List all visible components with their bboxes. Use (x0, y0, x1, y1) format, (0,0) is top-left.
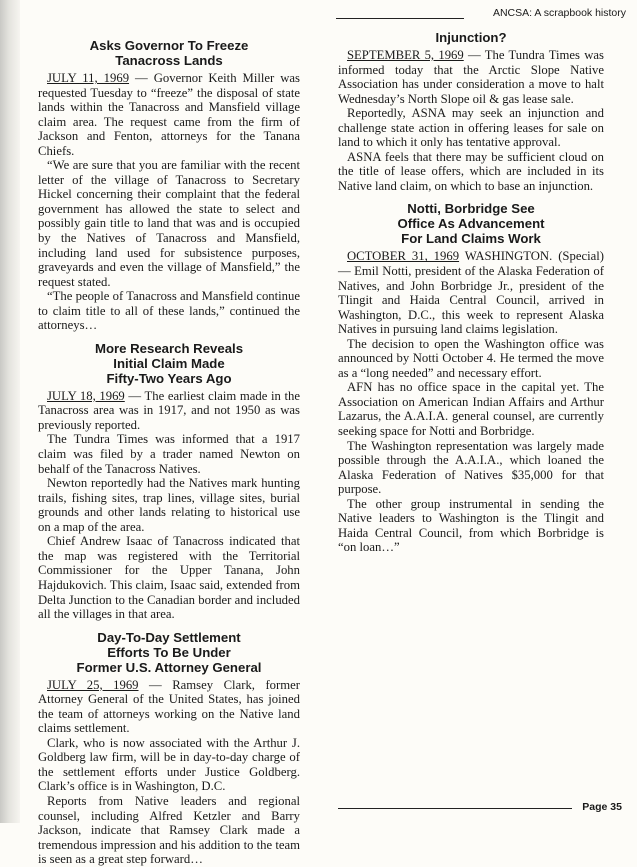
paragraph: The Washington representation was largely made possible through the A.A.I.A., which loaned the Alaska Federation of Natives $35,000 for that purpose. (338, 438, 604, 497)
headline: More Research Reveals Initial Claim Made Fifty-Two Years Ago (94, 340, 244, 386)
left-column (38, 38, 300, 867)
paragraph: AFN has no office space in the capital yet. The Association on American Indian Affairs and Arthur Lazarus, the A.A.I.A. general counsel, are currently seeking space for Notti and Borbridge. (338, 380, 604, 439)
dateline: JULY 25, 1969 (47, 677, 139, 692)
dateline: JULY 11, 1969 (47, 71, 130, 85)
article-notti-borbridge (338, 201, 604, 554)
article-governor-freeze (38, 38, 300, 333)
paragraph: Newton reportedly had the Natives mark hunting trails, fishing sites, trap lines, village sites, burial grounds and other lands relating to historical use on a map of the area. (38, 476, 300, 534)
running-title: ANCSA: A scrapbook history (492, 7, 626, 19)
headline: Injunction? (435, 30, 507, 45)
paragraph: OCTOBER 31, 1969 WASHINGTON. (Special) — Emil Notti, president of the Alaska Federation of Natives, and John Borbridge Jr., president of the Tlingit and Haida Central Council, arrived in Washington, D.C., this week to represent Alaska Natives in pursuing land claims legislation. (338, 249, 604, 337)
paragraph: “The people of Tanacross and Mansfield continue to claim title to all of these lands,” continued the attorneys… (38, 289, 300, 333)
header-rule (336, 18, 464, 19)
page-number: Page 35 (582, 801, 622, 813)
dateline: SEPTEMBER 5, 1969 (347, 48, 464, 62)
paragraph: SEPTEMBER 5, 1969 — The Tundra Times was informed today that the Arctic Slope Native Association has under consideration a move to halt Wednesday’s North Slope oil & gas lease sale. (338, 48, 604, 106)
page-footer (338, 799, 622, 815)
paragraph: Chief Andrew Isaac of Tanacross indicated that the map was registered with the Territorial Commissioner for the Upper Tanana, John Hajdukovich. This claim, Isaac said, extended from Delta Junction to the Canadian border and included all the villages in that area. (38, 534, 300, 622)
headline: Day-To-Day Settlement Efforts To Be Under Former U.S. Attorney General (76, 629, 262, 675)
article-more-research (38, 341, 300, 622)
paragraph: The decision to open the Washington office was announced by Notti October 4. He termed the move as a “long needed” and necessary effort. (338, 336, 604, 380)
article-day-to-day-settlement (38, 630, 300, 867)
headline: Notti, Borbridge See Office As Advancement For Land Claims Work (397, 201, 545, 247)
footer-rule (338, 808, 572, 809)
paragraph: The other group instrumental in sending the Native leaders to Washington is the Tlingit and Haida Central Council, from which Borbridge is “on loan…” (338, 496, 604, 555)
paragraph: “We are sure that you are familiar with the recent letter of the village of Tanacross to Secretary Hickel concerning their complaint that the federal government has allowed the state to select and possibly gain title to land that was and is occupied by the Natives of Tanacross and Mansfield, including land used for subsistence purposes, graveyards and even the village of Mansfield,” the request stated. (38, 158, 300, 289)
paragraph: JULY 18, 1969 — The earliest claim made in the Tanacross area was in 1917, and not 1950 as was previously reported. (38, 388, 300, 432)
paragraph: Reports from Native leaders and regional counsel, including Alfred Ketzler and Barry Jackson, indicate that Ramsey Clark made a tremendous impression and his addition to the team is seen as a great step forward… (38, 793, 300, 867)
paragraph: Reportedly, ASNA may seek an injunction and challenge state action in offering leases for sale on land to which it only has tentative approval. (338, 106, 604, 150)
paragraph: Clark, who is now associated with the Arthur J. Goldberg law firm, will be in day-to-day charge of the settlement efforts under Justice Goldberg. Clark’s office is in Washington, D.C. (38, 735, 300, 794)
paragraph: The Tundra Times was informed that a 1917 claim was filed by a trader named Newton on behalf of the Tanacross Natives. (38, 432, 300, 476)
dateline: JULY 18, 1969 (47, 388, 125, 403)
right-column (338, 30, 604, 555)
paragraph: ASNA feels that there may be sufficient cloud on the title of lease offers, which are included in its Native land claim, on which to base an injunction. (338, 149, 604, 193)
article-injunction (338, 30, 604, 193)
paragraph: JULY 11, 1969 — Governor Keith Miller was requested Tuesday to “freeze” the disposal of state lands within the Tanacross and Mansfield village claim area. The request came from the firm of Jackson and Fenton, attorneys for the Tanana Chiefs. (38, 71, 300, 158)
dateline: OCTOBER 31, 1969 (347, 249, 460, 264)
headline: Asks Governor To Freeze Tanacross Lands (89, 38, 249, 68)
running-header (336, 6, 626, 22)
paragraph: JULY 25, 1969 — Ramsey Clark, former Attorney General of the United States, has joined the team of attorneys working on the Native land claims settlement. (38, 677, 300, 736)
page-binding-edge (0, 0, 20, 823)
